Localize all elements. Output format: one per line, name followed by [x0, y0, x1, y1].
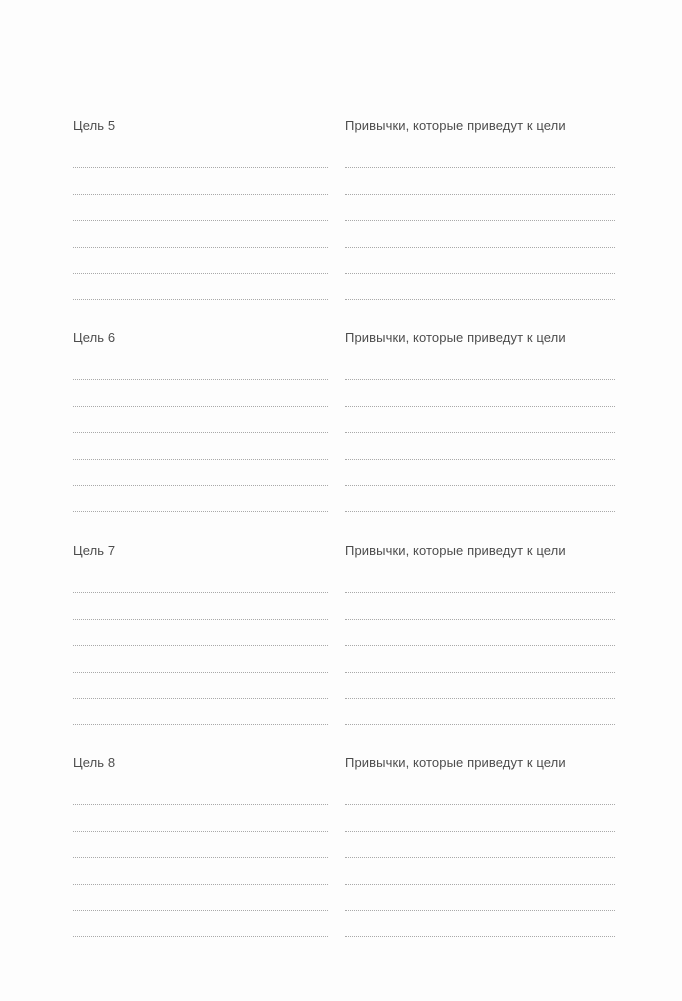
habits-column [345, 543, 615, 725]
writing-line[interactable] [345, 168, 615, 194]
goal-column [73, 330, 328, 512]
goal-writing-lines [73, 779, 328, 937]
writing-line[interactable] [73, 248, 328, 274]
writing-line[interactable] [345, 858, 615, 884]
writing-line[interactable] [345, 646, 615, 672]
writing-line[interactable] [73, 407, 328, 433]
writing-line[interactable] [73, 779, 328, 805]
writing-line[interactable] [73, 433, 328, 459]
goal-section-7 [0, 543, 682, 743]
goal-section-8 [0, 755, 682, 955]
writing-line[interactable] [345, 142, 615, 168]
writing-line[interactable] [345, 486, 615, 512]
writing-line[interactable] [345, 779, 615, 805]
goal-heading: Цель 8 [73, 755, 116, 770]
writing-line[interactable] [345, 354, 615, 380]
goal-heading: Цель 7 [73, 543, 116, 558]
writing-line[interactable] [73, 274, 328, 300]
habits-column [345, 330, 615, 512]
habits-writing-lines [345, 567, 615, 725]
goal-heading: Цель 5 [73, 118, 116, 133]
goal-section-6 [0, 330, 682, 530]
writing-line[interactable] [73, 620, 328, 646]
writing-line[interactable] [345, 195, 615, 221]
writing-line[interactable] [73, 380, 328, 406]
writing-line[interactable] [345, 832, 615, 858]
writing-line[interactable] [345, 620, 615, 646]
writing-line[interactable] [73, 858, 328, 884]
habits-heading: Привычки, которые приведут к цели [345, 543, 566, 558]
writing-line[interactable] [345, 567, 615, 593]
goal-section-5 [0, 118, 682, 318]
habits-heading: Привычки, которые приведут к цели [345, 118, 566, 133]
writing-line[interactable] [73, 142, 328, 168]
goal-writing-lines [73, 567, 328, 725]
habits-column [345, 755, 615, 937]
habits-heading: Привычки, которые приведут к цели [345, 330, 566, 345]
writing-line[interactable] [73, 168, 328, 194]
writing-line[interactable] [345, 699, 615, 725]
writing-line[interactable] [345, 673, 615, 699]
goal-column [73, 543, 328, 725]
writing-line[interactable] [345, 911, 615, 937]
writing-line[interactable] [345, 805, 615, 831]
writing-line[interactable] [345, 885, 615, 911]
writing-line[interactable] [73, 567, 328, 593]
writing-line[interactable] [345, 274, 615, 300]
writing-line[interactable] [73, 646, 328, 672]
goal-column [73, 755, 328, 937]
writing-line[interactable] [73, 221, 328, 247]
writing-line[interactable] [73, 885, 328, 911]
habits-writing-lines [345, 354, 615, 512]
writing-line[interactable] [73, 460, 328, 486]
goal-heading: Цель 6 [73, 330, 116, 345]
writing-line[interactable] [345, 248, 615, 274]
writing-line[interactable] [73, 593, 328, 619]
writing-line[interactable] [73, 911, 328, 937]
writing-line[interactable] [345, 221, 615, 247]
writing-line[interactable] [73, 354, 328, 380]
writing-line[interactable] [73, 832, 328, 858]
habits-column [345, 118, 615, 300]
habits-heading: Привычки, которые приведут к цели [345, 755, 566, 770]
writing-line[interactable] [73, 699, 328, 725]
writing-line[interactable] [73, 486, 328, 512]
writing-line[interactable] [345, 380, 615, 406]
goal-writing-lines [73, 142, 328, 300]
writing-line[interactable] [345, 433, 615, 459]
habits-writing-lines [345, 779, 615, 937]
goal-column [73, 118, 328, 300]
writing-line[interactable] [73, 805, 328, 831]
writing-line[interactable] [345, 460, 615, 486]
habits-writing-lines [345, 142, 615, 300]
goal-writing-lines [73, 354, 328, 512]
writing-line[interactable] [73, 673, 328, 699]
writing-line[interactable] [345, 593, 615, 619]
writing-line[interactable] [345, 407, 615, 433]
writing-line[interactable] [73, 195, 328, 221]
